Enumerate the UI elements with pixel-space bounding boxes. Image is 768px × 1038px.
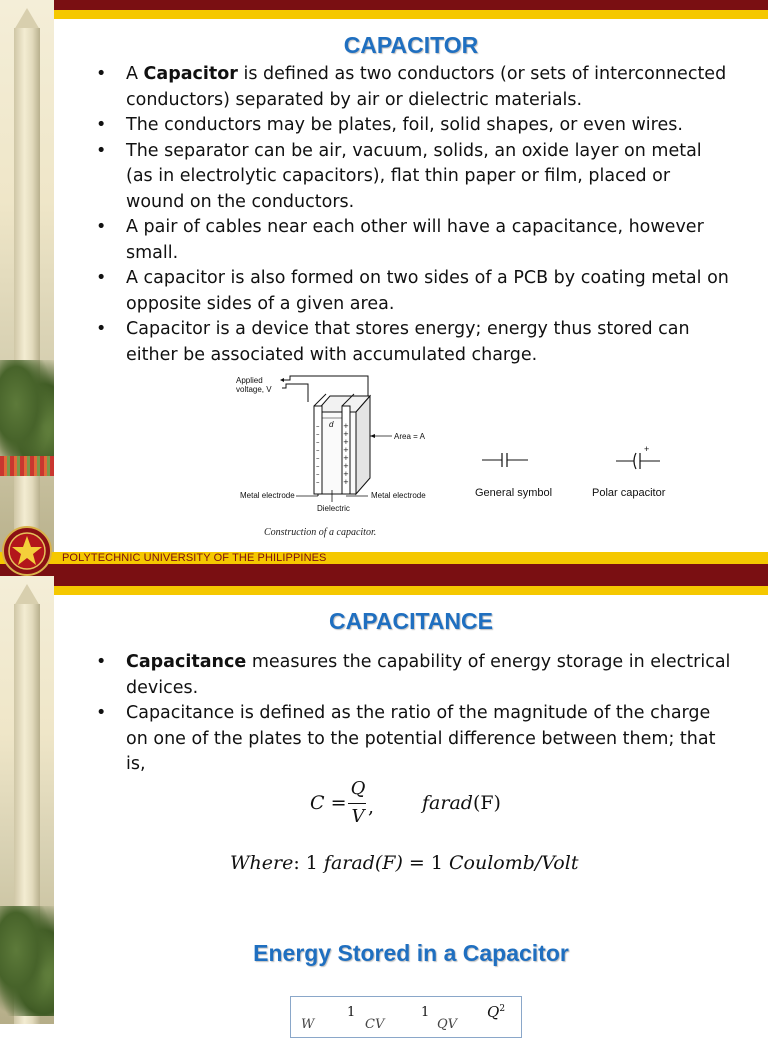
svg-text:–: – <box>316 470 320 478</box>
bullet-item: • The separator can be air, vacuum, solids, an oxide layer on metal (as in electrolytic capacitors), flat thin paper or film, placed or wound on the conductors. <box>96 139 732 216</box>
obelisk-shaft <box>14 28 40 576</box>
bullet-item: • A capacitor is also formed on two sides of a PCB by coating metal on opposite sides of a given area. <box>96 266 732 317</box>
svg-text:–: – <box>316 438 320 446</box>
header-maroon-bar <box>54 576 768 586</box>
svg-text:–: – <box>316 430 320 438</box>
bullet-item: • The conductors may be plates, foil, solid shapes, or even wires. <box>96 113 732 139</box>
polar-capacitor-symbol <box>614 448 662 472</box>
svg-text:–: – <box>316 478 320 486</box>
slide-title: CAPACITANCE <box>329 608 493 634</box>
svg-text:–: – <box>316 446 320 454</box>
svg-text:–: – <box>316 422 320 430</box>
bullet-item: • Capacitance is defined as the ratio of the magnitude of the charge on one of the plates to the potential difference between them; that is, <box>96 701 732 778</box>
dielectric-label: Dielectric <box>317 504 350 513</box>
bullet-item: • A pair of cables near each other will have a capacitance, however small. <box>96 215 732 266</box>
energy-cv2: CV <box>365 1017 385 1032</box>
applied-voltage-label: Applied voltage, V <box>236 376 272 394</box>
fraction-bar <box>348 803 366 804</box>
obelisk-image <box>0 576 54 1024</box>
bullet-list <box>96 650 732 778</box>
farad-unit: farad(F) <box>422 792 501 814</box>
bullet-item: • A Capacitor is defined as two conductors (or sets of interconnected conductors) separated by air or dielectric materials. <box>96 62 732 113</box>
footer-maroon-band <box>0 564 768 576</box>
svg-text:+: + <box>343 470 349 478</box>
svg-text:+: + <box>343 430 349 438</box>
formula-denominator: V <box>351 806 365 827</box>
formula-comma: , <box>368 796 375 818</box>
diagram-caption: Construction of a capacitor. <box>264 527 377 538</box>
metal-electrode-left-label: Metal electrode <box>240 491 295 500</box>
obelisk-image <box>0 0 54 576</box>
d-label: d <box>329 420 334 429</box>
energy-qv: QV <box>437 1017 458 1032</box>
energy-section-title: Energy Stored in a Capacitor <box>253 940 569 966</box>
slide-title: CAPACITOR <box>343 32 479 58</box>
area-label: Area = A <box>394 432 425 441</box>
slide-capacitance <box>0 576 768 1032</box>
general-symbol-label: General symbol <box>475 487 553 499</box>
energy-half-1: 1 <box>347 1005 356 1020</box>
svg-text:+: + <box>343 446 349 454</box>
polar-capacitor-label: Polar capacitor <box>592 487 666 499</box>
energy-half-2: 1 <box>421 1005 430 1020</box>
svg-text:+: + <box>343 462 349 470</box>
where-definition: Where: 1 farad(F) = 1 Coulomb/Volt <box>230 852 579 874</box>
star-icon <box>4 528 50 574</box>
svg-text:+: + <box>343 438 349 446</box>
bullet-item: • Capacitance measures the capability of energy storage in electrical devices. <box>96 650 732 701</box>
svg-text:+: + <box>343 422 349 430</box>
obelisk-top <box>14 8 40 30</box>
flowerbed-image <box>0 456 54 476</box>
svg-text:–: – <box>316 462 320 470</box>
obelisk-top <box>14 584 40 606</box>
energy-q2: $Q^2$ <box>487 1003 506 1021</box>
svg-text:–: – <box>316 454 320 462</box>
polar-plus-label: + <box>644 444 650 454</box>
svg-text:+: + <box>343 454 349 462</box>
bullet-item: • Capacitor is a device that stores energy; energy thus stored can either be associated with accumulated charge. <box>96 317 732 368</box>
header-maroon-bar <box>54 0 768 10</box>
trees-image <box>0 360 54 470</box>
university-name: POLYTECHNIC UNIVERSITY OF THE PHILIPPINES <box>62 552 327 564</box>
bullet-list <box>96 62 732 368</box>
metal-electrode-right-label: Metal electrode <box>371 491 426 500</box>
energy-formula-box <box>290 996 522 1038</box>
energy-w: W <box>301 1017 315 1032</box>
university-seal-logo <box>2 526 52 576</box>
header-yellow-bar <box>54 586 768 595</box>
formula-numerator: Q <box>350 778 366 799</box>
capacitance-formula: C = <box>310 792 347 814</box>
trees-image <box>0 906 54 1016</box>
svg-text:+: + <box>343 478 349 486</box>
general-capacitor-symbol <box>480 450 530 470</box>
header-yellow-bar <box>54 10 768 19</box>
